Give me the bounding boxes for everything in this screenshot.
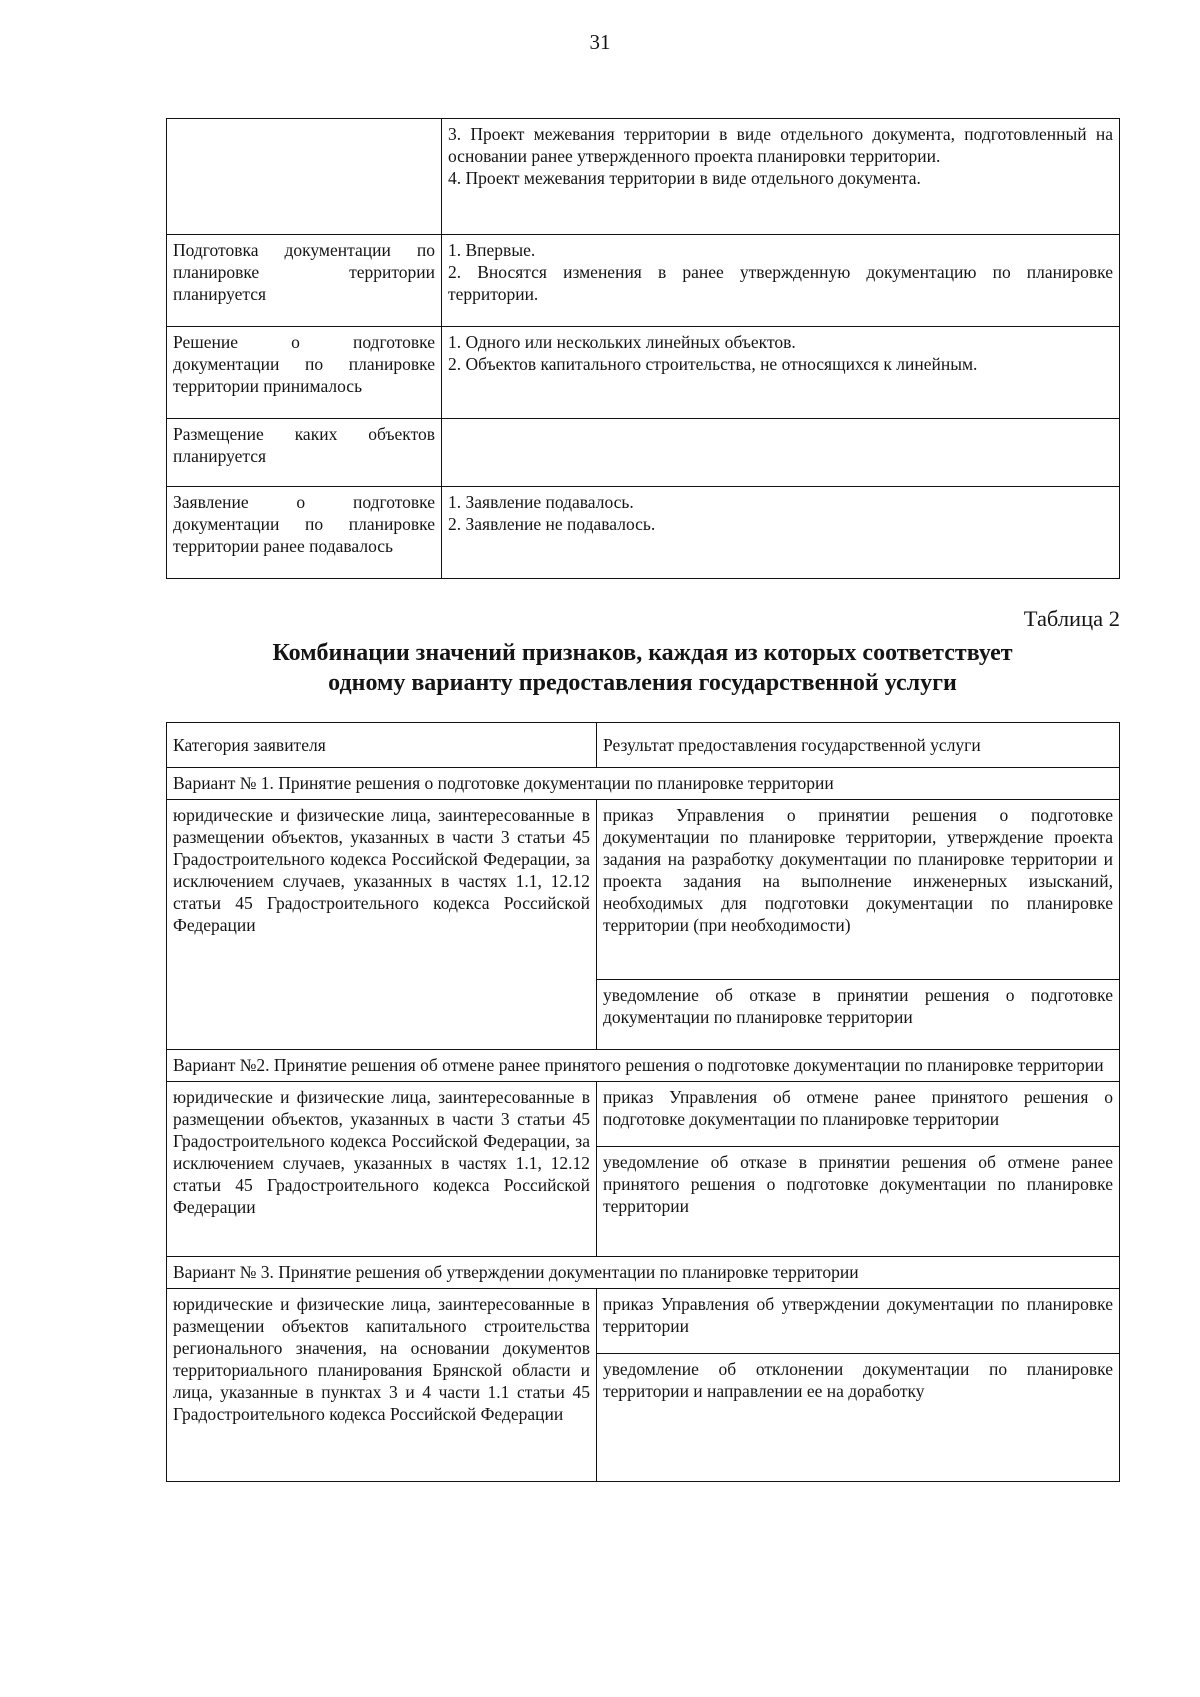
service-result: приказ Управления о принятии решения о подготовке документации по планировке территории, утверждение проекта задания на разработку документации по планировке территории и проекта задания на выполнение инженерных изысканий, необходимых для подготовки документации по планировке территории (при необходимости) (597, 800, 1120, 980)
value-line: 2. Вносятся изменения в ранее утвержденную документацию по планировке территории. (448, 262, 1113, 304)
variant-title: Вариант №2. Принятие решения об отмене ранее принятого решения о подготовке документации по планировке территории (167, 1050, 1120, 1082)
value-line: 1. Одного или нескольких линейных объектов. (448, 332, 796, 352)
table-row (167, 327, 1120, 419)
col-header-category: Категория заявителя (167, 723, 597, 768)
service-result: уведомление об отклонении документации по планировке территории и направлении ее на доработку (597, 1354, 1120, 1482)
value-line: 2. Объектов капитального строительства, не относящихся к линейным. (448, 354, 978, 374)
variant-title-row (167, 768, 1120, 800)
value-line: 1. Заявление подавалось. (448, 492, 634, 512)
table-row (167, 119, 1120, 235)
table-row (167, 235, 1120, 327)
table-row (167, 1082, 1120, 1147)
row-label: Решение о подготовке документации по планировке территории принималось (167, 327, 442, 419)
service-result: уведомление об отказе в принятии решения об отмене ранее принятого решения о подготовке документации по планировке территории (597, 1147, 1120, 1257)
row-label: Подготовка документации по планировке территории планируется (167, 235, 442, 327)
variant-title: Вариант № 1. Принятие решения о подготовке документации по планировке территории (167, 768, 1120, 800)
header-row (167, 723, 1120, 768)
table-row (167, 419, 1120, 487)
table-heading (166, 638, 1119, 698)
row-label: Заявление о подготовке документации по планировке территории ранее подавалось (167, 487, 442, 579)
heading-line: Комбинации значений признаков, каждая из которых соответствует (272, 640, 1013, 666)
row-label: Размещение каких объектов планируется (167, 419, 442, 487)
variant-title: Вариант № 3. Принятие решения об утверждении документации по планировке территории (167, 1257, 1120, 1289)
variants-table (166, 722, 1120, 1482)
col-header-result: Результат предоставления государственной услуги (597, 723, 1120, 768)
row-value (442, 419, 1120, 487)
value-line: 2. Заявление не подавалось. (448, 514, 656, 534)
row-value (442, 487, 1120, 579)
value-line: 1. Впервые. (448, 240, 536, 260)
variant-title-row (167, 1050, 1120, 1082)
variant-title-row (167, 1257, 1120, 1289)
value-line: 4. Проект межевания территории в виде отдельного документа. (448, 168, 921, 188)
applicant-category: юридические и физические лица, заинтересованные в размещении объектов, указанных в части 3 статьи 45 Градостроительного кодекса Российской Федерации, за исключением случаев, указанных в частях 1.1, 12.12 статьи 45 Градостроительного кодекса Российской Федерации (167, 1082, 597, 1257)
table-row (167, 1289, 1120, 1354)
table-caption: Таблица 2 (1023, 606, 1120, 631)
service-result: уведомление об отказе в принятии решения о подготовке документации по планировке территории (597, 980, 1120, 1050)
page-number: 31 (589, 30, 611, 54)
table-row (167, 800, 1120, 980)
applicant-category: юридические и физические лица, заинтересованные в размещении объектов капитального строительства регионального значения, на основании документов территориального планирования Брянской области и лица, указанные в пунктах 3 и 4 части 1.1 статьи 45 Градостроительного кодекса Российской Федерации (167, 1289, 597, 1482)
value-line: 3. Проект межевания территории в виде отдельного документа, подготовленный на основании ранее утвержденного проекта планировки территории. (448, 124, 1113, 166)
service-result: приказ Управления об отмене ранее принятого решения о подготовке документации по планировке территории (597, 1082, 1120, 1147)
row-value (442, 235, 1120, 327)
row-value (442, 327, 1120, 419)
applicant-category: юридические и физические лица, заинтересованные в размещении объектов, указанных в части 3 статьи 45 Градостроительного кодекса Российской Федерации, за исключением случаев, указанных в частях 1.1, 12.12 статьи 45 Градостроительного кодекса Российской Федерации (167, 800, 597, 1050)
row-value (442, 119, 1120, 235)
table-row (167, 487, 1120, 579)
row-label (167, 119, 442, 235)
service-result: приказ Управления об утверждении документации по планировке территории (597, 1289, 1120, 1354)
heading-line: одному варианту предоставления государственной услуги (328, 670, 957, 696)
criteria-table (166, 118, 1120, 579)
